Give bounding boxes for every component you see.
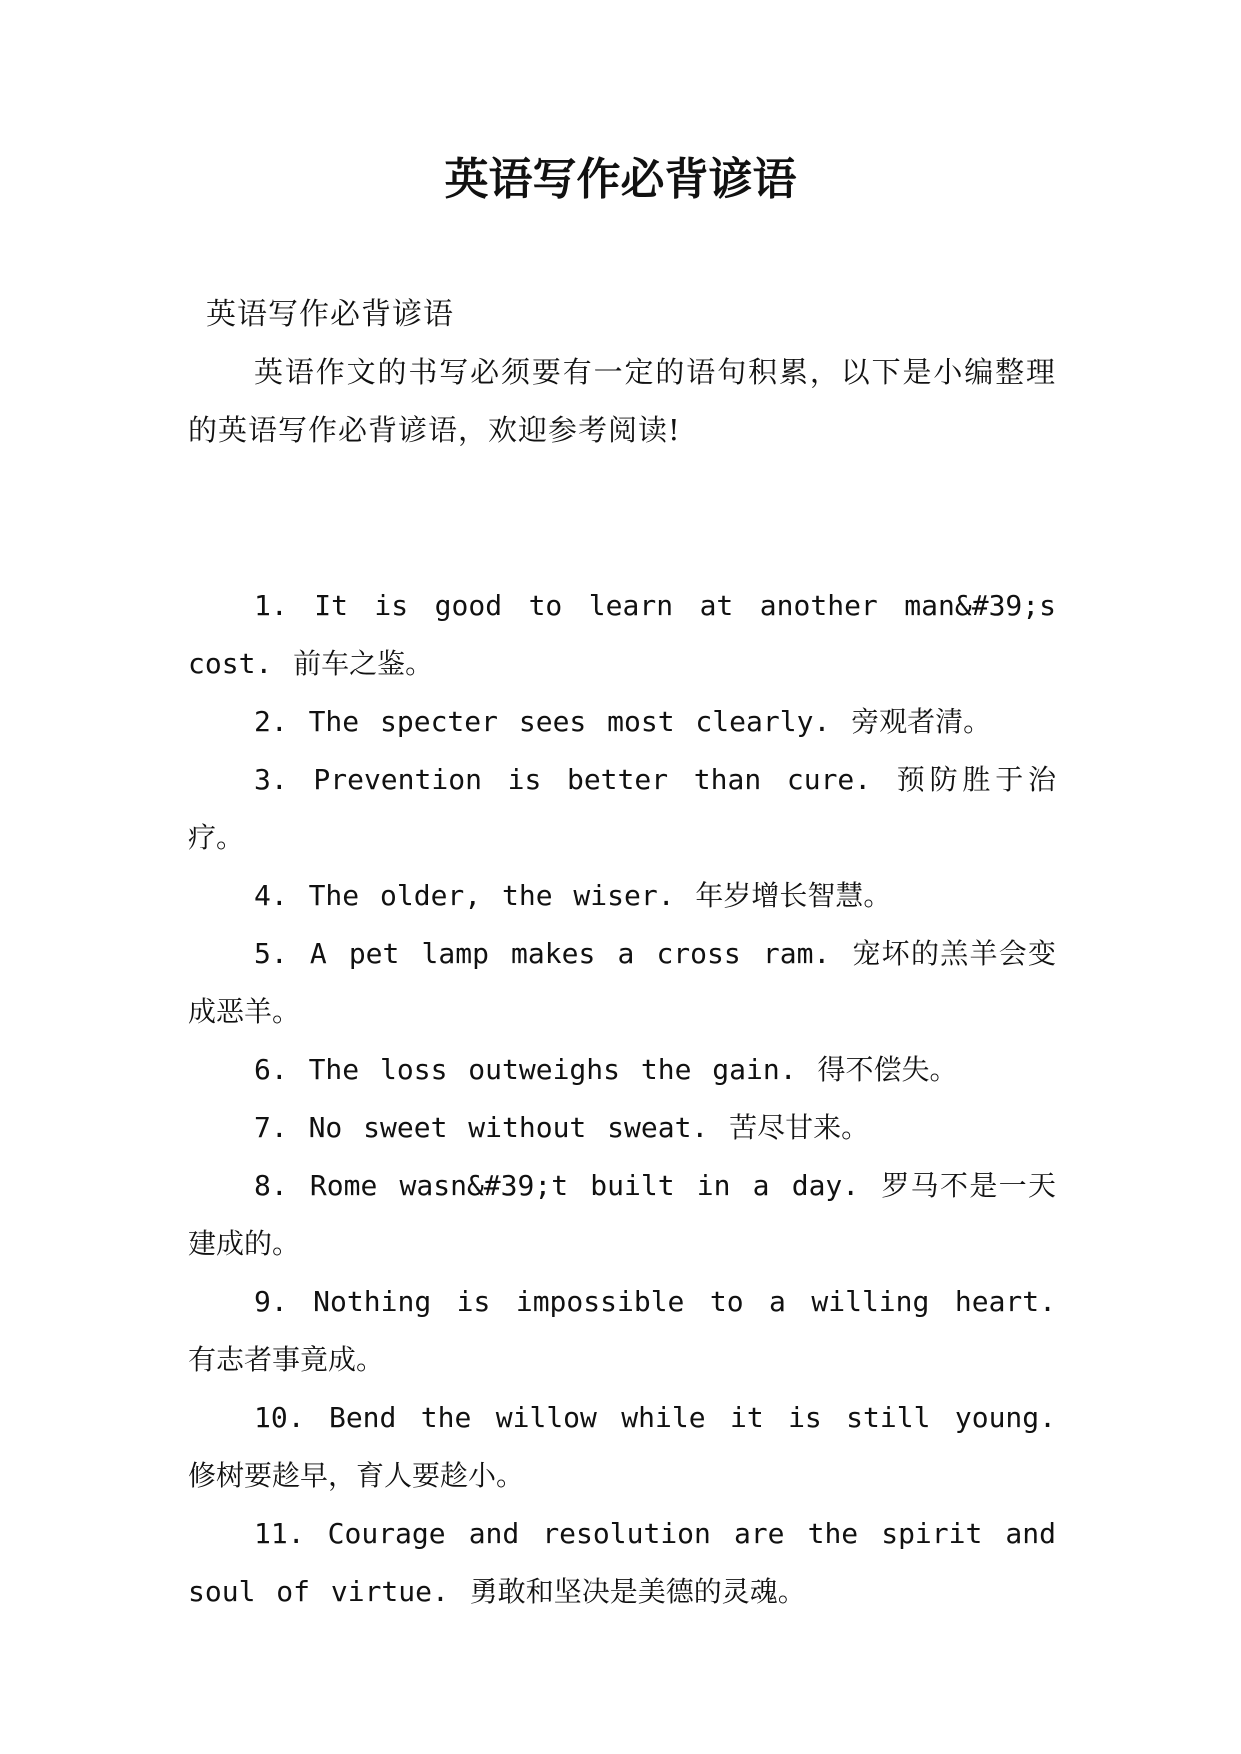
section-heading: 英语写作必背谚语: [206, 297, 454, 332]
proverb-list: [188, 577, 1056, 1621]
proverb-item: 7. No sweet without sweat. 苦尽甘来。: [254, 1111, 870, 1144]
proverb-item: 9. Nothing is impossible to a willing heart. 有志者事竟成。: [188, 1285, 1056, 1376]
proverb-item: 5. A pet lamp makes a cross ram. 宠坏的羔羊会变成恶羊。: [188, 937, 1056, 1028]
proverb-item: 8. Rome wasn&#39;t built in a day. 罗马不是一天建成的。: [188, 1169, 1056, 1260]
proverb-item: 2. The specter sees most clearly. 旁观者清。: [254, 705, 992, 738]
proverb-item: 3. Prevention is better than cure. 预防胜于治疗。: [188, 763, 1056, 854]
proverb-item: 11. Courage and resolution are the spirit and soul of virtue. 勇敢和坚决是美德的灵魂。: [188, 1517, 1056, 1608]
document-title: 英语写作必背谚语: [444, 154, 797, 205]
proverb-item: 6. The loss outweighs the gain. 得不偿失。: [254, 1053, 958, 1086]
proverb-item: 10. Bend the willow while it is still young. 修树要趁早，育人要趁小。: [188, 1401, 1056, 1492]
proverb-item: 1. It is good to learn at another man&#39;s cost. 前车之鉴。: [188, 589, 1056, 680]
intro-paragraph: 英语作文的书写必须要有一定的语句积累，以下是小编整理的英语写作必背谚语，欢迎参考阅读!: [188, 355, 1056, 447]
proverb-item: 4. The older, the wiser. 年岁增长智慧。: [254, 879, 892, 912]
